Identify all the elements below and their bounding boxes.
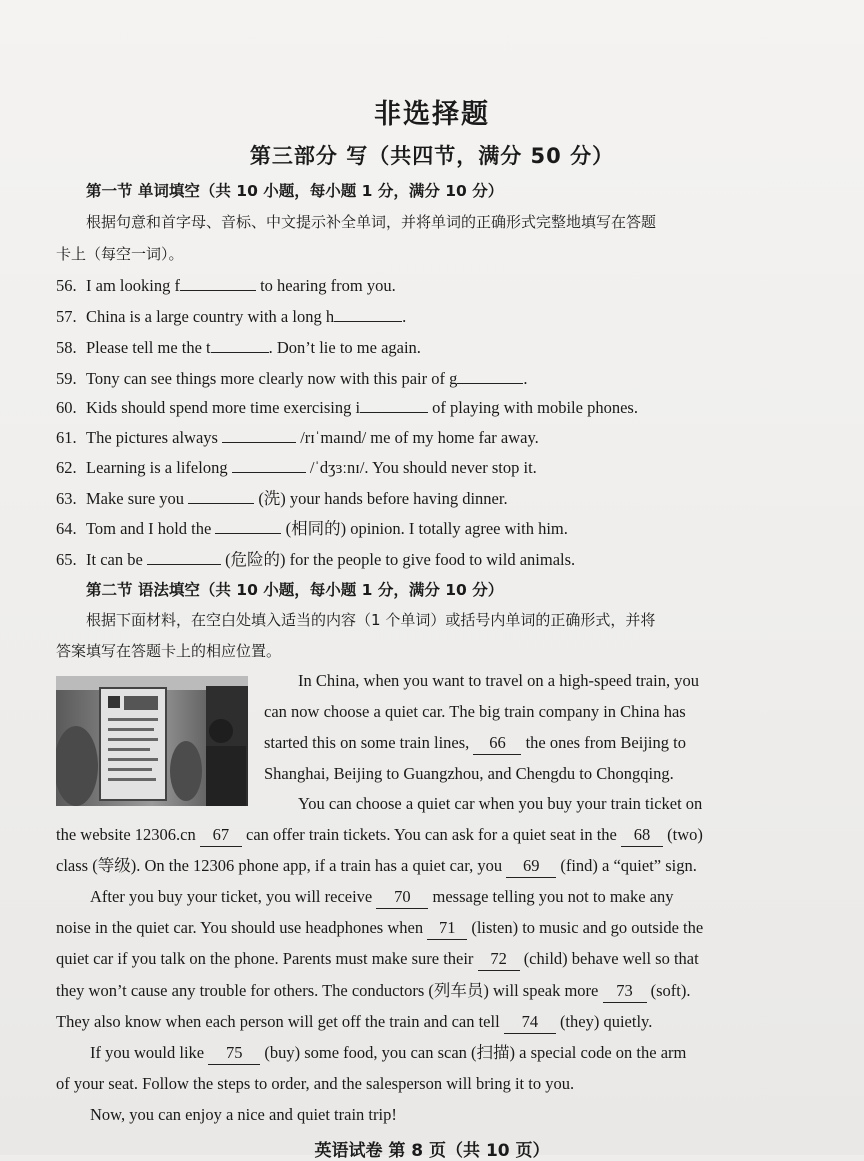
train-interior-illustration — [56, 676, 248, 806]
passage-line-13 — [90, 1042, 686, 1065]
question-text-after: . Don’t lie to me again. — [268, 338, 421, 357]
passage-text: After you buy your ticket, you will receive — [90, 887, 377, 906]
blank-67: 67 — [200, 824, 242, 847]
page-title: 非选择题 — [374, 99, 490, 130]
passage-text: (listen) to music and go outside the — [467, 918, 704, 937]
question-text-after: (危险的) for the people to give food to wild animals. — [220, 550, 576, 569]
question-text-after: /rɪˈmaɪnd/ me of my home far away. — [296, 428, 539, 447]
question-text-after: . — [402, 307, 407, 326]
passage-line-10 — [56, 948, 699, 971]
page-footer: 英语试卷 第 8 页（共 10 页） — [314, 1141, 550, 1161]
blank-73: 73 — [603, 980, 647, 1003]
passage-line-1: In China, when you want to travel on a high-speed train, you — [298, 671, 699, 690]
question-text-after: to hearing from you. — [255, 276, 396, 295]
passage-line-9 — [56, 917, 703, 940]
section2-instructions-line1: 根据下面材料，在空白处填入适当的内容（1 个单词）或括号内单词的正确形式，并将 — [86, 611, 656, 629]
question-number: 65. — [56, 550, 77, 569]
answer-blank — [457, 369, 523, 384]
question-number: 61. — [56, 428, 77, 447]
answer-blank — [360, 398, 428, 413]
passage-line-11 — [56, 980, 691, 1003]
question-text-after: /ˈdʒɜːnɪ/. You should never stop it. — [305, 458, 537, 477]
passage-line-15: Now, you can enjoy a nice and quiet train trip! — [90, 1105, 397, 1124]
question-text-before: The pictures always — [86, 428, 223, 447]
question-number: 56. — [56, 276, 77, 295]
passage-text: noise in the quiet car. You should use headphones when — [56, 918, 428, 937]
passage-text: the ones from Beijing to — [521, 733, 686, 752]
part-heading: 第三部分 写（共四节，满分 50 分） — [249, 144, 615, 168]
passage-text: (soft). — [646, 981, 691, 1000]
question-text-after: (洗) your hands before having dinner. — [254, 489, 508, 508]
answer-blank — [334, 307, 402, 322]
passage-text: They also know when each person will get off the train and can tell — [56, 1012, 504, 1031]
question-number: 63. — [56, 489, 77, 508]
question-item — [56, 397, 638, 419]
passage-text: If you would like — [90, 1043, 209, 1062]
question-number: 57. — [56, 307, 77, 326]
passage-text: can offer train tickets. You can ask for a quiet seat in the — [241, 825, 621, 844]
answer-blank — [188, 489, 254, 504]
question-item — [56, 306, 406, 328]
blank-71: 71 — [427, 917, 467, 940]
question-text-before: Kids should spend more time exercising i — [86, 398, 361, 417]
passage-text: they won’t cause any trouble for others. The conductors (列车员) will speak more — [56, 981, 603, 1000]
blank-66: 66 — [473, 732, 521, 755]
passage-line-4: Shanghai, Beijing to Guangzhou, and Chengdu to Chongqing. — [264, 764, 674, 783]
blank-70: 70 — [376, 886, 428, 909]
passage-line-5: You can choose a quiet car when you buy your train ticket on — [298, 794, 703, 813]
passage-text: message telling you not to make any — [428, 887, 674, 906]
passage-text: (buy) some food, you can scan (扫描) a special code on the arm — [260, 1043, 687, 1062]
question-text-after: of playing with mobile phones. — [428, 398, 638, 417]
question-text-after: (相同的) opinion. I totally agree with him. — [281, 519, 568, 538]
answer-blank — [222, 428, 296, 443]
question-text-after: . — [523, 369, 528, 388]
section1-instructions-line1: 根据句意和首字母、音标、中文提示补全单词，并将单词的正确形式完整地填写在答题 — [86, 213, 657, 231]
passage-line-12 — [56, 1011, 652, 1034]
question-number: 58. — [56, 338, 77, 357]
passage-text: the website 12306.cn — [56, 825, 200, 844]
question-item — [56, 337, 421, 359]
blank-74: 74 — [504, 1011, 556, 1034]
question-text-before: It can be — [86, 550, 147, 569]
passage-text: (child) behave well so that — [519, 949, 699, 968]
section2-instructions-line2: 答案填写在答题卡上的相应位置。 — [56, 642, 282, 660]
question-item — [56, 275, 396, 297]
question-item — [56, 549, 575, 571]
passage-line-14: of your seat. Follow the steps to order, and the salesperson will bring it to you. — [56, 1074, 575, 1093]
question-text-before: Tony can see things more clearly now with this pair of g — [86, 369, 458, 388]
train-photo — [56, 676, 248, 806]
question-number: 64. — [56, 519, 77, 538]
passage-line-7 — [56, 855, 697, 882]
passage-text: (two) — [662, 825, 703, 844]
section1-heading: 第一节 单词填空（共 10 小题，每小题 1 分，满分 10 分） — [86, 182, 504, 200]
answer-blank — [180, 276, 256, 291]
question-text-before: I am looking f — [86, 276, 180, 295]
blank-69: 69 — [506, 855, 556, 878]
passage-line-6 — [56, 824, 703, 847]
question-number: 62. — [56, 458, 77, 477]
question-text-before: Please tell me the t — [86, 338, 211, 357]
question-text-before: Make sure you — [86, 489, 189, 508]
passage-text: class (等级). On the 12306 phone app, if a train has a quiet car, you — [56, 856, 507, 875]
question-text-before: Learning is a lifelong — [86, 458, 232, 477]
section1-instructions-line2: 卡上（每空一词）。 — [56, 245, 184, 263]
question-item — [56, 518, 568, 540]
question-text-before: China is a large country with a long h — [86, 307, 335, 326]
answer-blank — [211, 338, 269, 353]
answer-blank — [215, 519, 281, 534]
passage-line-8 — [90, 886, 674, 909]
passage-text: started this on some train lines, — [264, 733, 474, 752]
question-item — [56, 457, 537, 479]
answer-blank — [232, 458, 306, 473]
question-item — [56, 488, 508, 510]
question-item — [56, 427, 539, 449]
question-number: 59. — [56, 369, 77, 388]
passage-line-3 — [264, 732, 686, 755]
blank-72: 72 — [478, 948, 520, 971]
question-item — [56, 368, 528, 390]
blank-75: 75 — [208, 1042, 260, 1065]
answer-blank — [147, 550, 221, 565]
passage-text: (find) a “quiet” sign. — [556, 856, 697, 875]
passage-text: quiet car if you talk on the phone. Parents must make sure their — [56, 949, 478, 968]
question-number: 60. — [56, 398, 77, 417]
passage-text: (they) quietly. — [555, 1012, 653, 1031]
section2-heading: 第二节 语法填空（共 10 小题，每小题 1 分，满分 10 分） — [86, 581, 504, 599]
blank-68: 68 — [621, 824, 663, 847]
question-text-before: Tom and I hold the — [86, 519, 216, 538]
passage-line-2: can now choose a quiet car. The big train company in China has — [264, 702, 686, 721]
